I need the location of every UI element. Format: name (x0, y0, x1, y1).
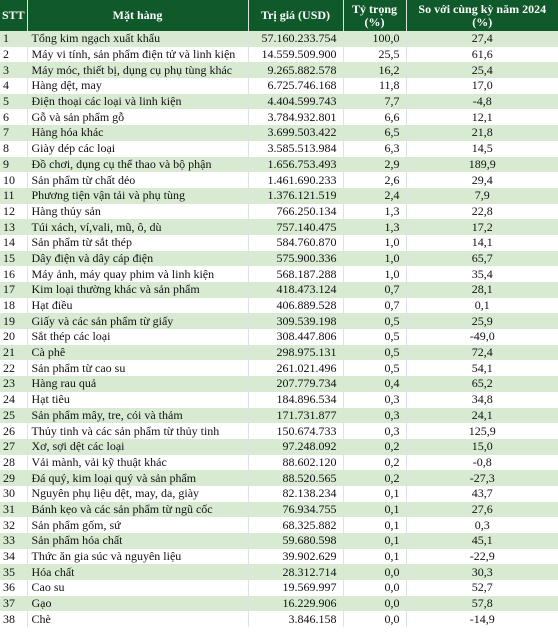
item-value: 97.248.092 (248, 439, 343, 455)
header-stt: STT (0, 0, 27, 31)
item-share: 0,4 (343, 376, 406, 392)
item-name: Túi xách, ví,vali, mũ, ô, dù (27, 219, 248, 235)
item-name: Tổng kim ngạch xuất khẩu (27, 31, 248, 47)
item-share: 2,4 (343, 188, 406, 204)
item-value: 59.680.598 (248, 533, 343, 549)
item-name: Sản phẩm từ sắt thép (27, 235, 248, 251)
table-row (0, 172, 558, 188)
item-value: 207.779.734 (248, 376, 343, 392)
table-row (0, 360, 558, 376)
item-share: 0,0 (343, 580, 406, 596)
table-row (0, 313, 558, 329)
item-name: Phương tiện vận tải và phụ tùng (27, 188, 248, 204)
item-name: Sản phẩm hóa chất (27, 533, 248, 549)
item-yoy: 27,4 (471, 31, 493, 46)
item-name: Đá quý, kim loại quý và sản phẩm (27, 470, 248, 486)
item-name: Hóa chất (27, 564, 248, 580)
table-row (0, 188, 558, 204)
table-row (0, 298, 558, 314)
row-number: 24 (0, 392, 27, 408)
item-value: 766.250.134 (248, 204, 343, 220)
table-row (0, 486, 558, 502)
item-yoy: 45,1 (471, 533, 493, 548)
row-number: 16 (0, 266, 27, 282)
item-yoy: 125,9 (468, 423, 496, 438)
item-share: 7,7 (343, 94, 406, 110)
item-yoy: 12,1 (471, 109, 493, 124)
row-number: 13 (0, 219, 27, 235)
table-row (0, 517, 558, 533)
item-value: 88.520.565 (248, 470, 343, 486)
item-value: 309.539.198 (248, 313, 343, 329)
table-row (0, 47, 558, 63)
item-share: 1,0 (343, 266, 406, 282)
row-number: 2 (0, 47, 27, 63)
row-number: 26 (0, 423, 27, 439)
item-name: Xơ, sợi dệt các loại (27, 439, 248, 455)
item-name: Thức ăn gia súc và nguyên liệu (27, 549, 248, 565)
row-number: 7 (0, 125, 27, 141)
item-name: Máy móc, thiết bị, dụng cụ phụ tùng khác (27, 62, 248, 78)
item-share: 6,3 (343, 141, 406, 157)
item-value: 184.896.534 (248, 392, 343, 408)
item-value: 418.473.124 (248, 282, 343, 298)
item-share: 0,7 (343, 282, 406, 298)
item-yoy: 35,4 (471, 266, 493, 281)
item-share: 1,0 (343, 251, 406, 267)
table-row (0, 329, 558, 345)
item-share: 0,0 (343, 611, 406, 627)
item-name: Sản phẩm từ cao su (27, 360, 248, 376)
table-row (0, 408, 558, 424)
item-share: 0,0 (343, 596, 406, 612)
row-number: 18 (0, 298, 27, 314)
item-yoy: -49,0 (469, 329, 495, 344)
item-share: 100,0 (343, 31, 406, 47)
item-name: Hạt tiêu (27, 392, 248, 408)
item-yoy: -0,8 (472, 454, 492, 469)
item-share: 0,2 (343, 470, 406, 486)
item-value: 261.021.496 (248, 360, 343, 376)
item-value: 298.975.131 (248, 345, 343, 361)
item-yoy: 22,8 (471, 203, 493, 218)
item-name: Vải mành, vải kỹ thuật khác (27, 455, 248, 471)
item-value: 4.404.599.743 (248, 94, 343, 110)
item-yoy: 28,1 (471, 282, 493, 297)
item-value: 3.784.932.801 (248, 109, 343, 125)
item-value: 308.447.806 (248, 329, 343, 345)
item-yoy: 65,7 (471, 250, 493, 265)
item-name: Chè (27, 611, 248, 627)
item-value: 76.934.755 (248, 502, 343, 518)
row-number: 35 (0, 564, 27, 580)
row-number: 27 (0, 439, 27, 455)
row-number: 11 (0, 188, 27, 204)
item-share: 11,8 (343, 78, 406, 94)
item-yoy: 65,2 (471, 376, 493, 391)
item-share: 0,1 (343, 549, 406, 565)
table-row (0, 423, 558, 439)
item-yoy: 25,4 (471, 62, 493, 77)
item-yoy: 25,9 (471, 313, 493, 328)
table-body (0, 31, 558, 627)
item-name: Hàng rau quả (27, 376, 248, 392)
item-name: Kim loại thường khác và sản phẩm (27, 282, 248, 298)
item-share: 0,5 (343, 329, 406, 345)
item-yoy: -4,8 (472, 94, 492, 109)
table-row (0, 219, 558, 235)
item-yoy: 15,0 (471, 439, 493, 454)
item-value: 150.674.733 (248, 423, 343, 439)
row-number: 28 (0, 455, 27, 471)
item-yoy: 189,9 (468, 156, 496, 171)
item-share: 0,3 (343, 392, 406, 408)
item-share: 6,6 (343, 109, 406, 125)
item-share: 0,3 (343, 423, 406, 439)
item-value: 19.569.997 (248, 580, 343, 596)
row-number: 6 (0, 109, 27, 125)
row-number: 36 (0, 580, 27, 596)
item-value: 3.585.513.984 (248, 141, 343, 157)
row-number: 15 (0, 251, 27, 267)
row-number: 1 (0, 31, 27, 47)
item-yoy: 17,2 (471, 219, 493, 234)
item-share: 0,1 (343, 502, 406, 518)
item-share: 6,5 (343, 125, 406, 141)
item-value: 39.902.629 (248, 549, 343, 565)
table-row (0, 62, 558, 78)
item-share: 1,3 (343, 204, 406, 220)
item-yoy: 30,3 (471, 564, 493, 579)
item-yoy: -27,3 (469, 470, 495, 485)
item-name: Máy vi tính, sản phẩm điện tử và linh kiện (27, 47, 248, 63)
table-row (0, 564, 558, 580)
header-share: Tỷ trọng (%) (343, 0, 406, 31)
item-value: 68.325.882 (248, 517, 343, 533)
row-number: 10 (0, 172, 27, 188)
item-share: 0,5 (343, 313, 406, 329)
item-name: Nguyên phụ liệu dệt, may, da, giày (27, 486, 248, 502)
item-name: Đồ chơi, dụng cụ thể thao và bộ phận (27, 157, 248, 173)
item-value: 3.846.158 (248, 611, 343, 627)
item-share: 0,2 (343, 439, 406, 455)
item-share: 1,0 (343, 235, 406, 251)
item-value: 16.229.906 (248, 596, 343, 612)
item-name: Bánh kẹo và các sản phẩm từ ngũ cốc (27, 502, 248, 518)
row-number: 23 (0, 376, 27, 392)
row-number: 17 (0, 282, 27, 298)
item-share: 0,0 (343, 564, 406, 580)
item-yoy: 52,7 (471, 580, 493, 595)
table-row (0, 502, 558, 518)
table-row (0, 345, 558, 361)
row-number: 34 (0, 549, 27, 565)
table-row (0, 235, 558, 251)
table-row (0, 282, 558, 298)
item-yoy: 7,9 (474, 188, 490, 203)
row-number: 32 (0, 517, 27, 533)
item-name: Dây điện và dây cáp điện (27, 251, 248, 267)
item-name: Thủy tinh và các sản phẩm từ thủy tinh (27, 423, 248, 439)
item-yoy: 21,8 (471, 125, 493, 140)
table-row (0, 78, 558, 94)
row-number: 14 (0, 235, 27, 251)
item-share: 0,5 (343, 360, 406, 376)
item-value: 1.461.690.233 (248, 172, 343, 188)
item-share: 2,9 (343, 157, 406, 173)
item-yoy: 27,6 (471, 501, 493, 516)
item-name: Hàng dệt, may (27, 78, 248, 94)
table-row (0, 94, 558, 110)
item-share: 16,2 (343, 62, 406, 78)
row-number: 12 (0, 204, 27, 220)
item-value: 88.602.120 (248, 455, 343, 471)
table-row (0, 31, 558, 47)
table-row (0, 611, 558, 627)
row-number: 31 (0, 502, 27, 518)
table-row (0, 125, 558, 141)
item-name: Giấy và các sản phẩm từ giấy (27, 313, 248, 329)
row-number: 4 (0, 78, 27, 94)
table-row (0, 470, 558, 486)
item-name: Giày dép các loại (27, 141, 248, 157)
item-value: 9.265.882.578 (248, 62, 343, 78)
table-header (0, 0, 558, 31)
table-row (0, 376, 558, 392)
item-yoy: 29,4 (471, 172, 493, 187)
item-share: 0,3 (343, 408, 406, 424)
item-yoy: 34,8 (471, 392, 493, 407)
item-yoy: 14,1 (471, 235, 493, 250)
item-value: 575.900.336 (248, 251, 343, 267)
row-number: 37 (0, 596, 27, 612)
item-share: 0,1 (343, 517, 406, 533)
item-yoy: 61,6 (471, 47, 493, 62)
item-name: Hạt điều (27, 298, 248, 314)
row-number: 3 (0, 62, 27, 78)
item-yoy: 17,0 (471, 78, 493, 93)
item-share: 25,5 (343, 47, 406, 63)
table-row (0, 251, 558, 267)
table-row (0, 204, 558, 220)
row-number: 9 (0, 157, 27, 173)
item-name: Gỗ và sản phẩm gỗ (27, 109, 248, 125)
item-value: 757.140.475 (248, 219, 343, 235)
item-share: 0,1 (343, 486, 406, 502)
header-row (0, 0, 558, 31)
item-yoy: 43,7 (471, 486, 493, 501)
item-name: Cà phê (27, 345, 248, 361)
item-name: Sắt thép các loại (27, 329, 248, 345)
item-name: Sản phẩm gốm, sứ (27, 517, 248, 533)
header-value: Trị giá (USD) (248, 0, 343, 31)
table-row (0, 549, 558, 565)
item-yoy: 57,8 (471, 596, 493, 611)
item-name: Sản phẩm từ chất dẻo (27, 172, 248, 188)
item-name: Hàng thủy sản (27, 204, 248, 220)
item-share: 1,3 (343, 219, 406, 235)
item-share: 0,1 (343, 533, 406, 549)
item-name: Điện thoại các loại và linh kiện (27, 94, 248, 110)
item-yoy: 72,4 (471, 345, 493, 360)
item-value: 1.376.121.519 (248, 188, 343, 204)
table-row (0, 455, 558, 471)
item-yoy: 54,1 (471, 360, 493, 375)
table-row (0, 109, 558, 125)
header-yoy: So với cùng kỳ năm 2024 (%) (418, 1, 547, 29)
table-row (0, 580, 558, 596)
item-value: 14.559.509.900 (248, 47, 343, 63)
table-row (0, 266, 558, 282)
item-value: 1.656.753.493 (248, 157, 343, 173)
item-value: 28.312.714 (248, 564, 343, 580)
row-number: 8 (0, 141, 27, 157)
item-share: 2,6 (343, 172, 406, 188)
table-row (0, 533, 558, 549)
row-number: 38 (0, 611, 27, 627)
table-row (0, 392, 558, 408)
row-number: 22 (0, 360, 27, 376)
item-value: 171.731.877 (248, 408, 343, 424)
item-name: Máy ảnh, máy quay phim và linh kiện (27, 266, 248, 282)
item-share: 0,5 (343, 345, 406, 361)
item-value: 6.725.746.168 (248, 78, 343, 94)
item-value: 568.187.288 (248, 266, 343, 282)
item-yoy: 14,5 (471, 141, 493, 156)
table-row (0, 596, 558, 612)
table-row (0, 157, 558, 173)
item-value: 584.760.870 (248, 235, 343, 251)
row-number: 25 (0, 408, 27, 424)
row-number: 29 (0, 470, 27, 486)
item-yoy: 0,1 (474, 298, 490, 313)
item-value: 82.138.234 (248, 486, 343, 502)
row-number: 5 (0, 94, 27, 110)
table-row (0, 439, 558, 455)
item-name: Hàng hóa khác (27, 125, 248, 141)
item-name: Sản phẩm mây, tre, cói và thảm (27, 408, 248, 424)
row-number: 19 (0, 313, 27, 329)
item-value: 3.699.503.422 (248, 125, 343, 141)
item-share: 0,7 (343, 298, 406, 314)
item-name: Gạo (27, 596, 248, 612)
item-value: 406.889.528 (248, 298, 343, 314)
item-yoy: 0,3 (474, 517, 490, 532)
row-number: 21 (0, 345, 27, 361)
item-yoy: -14,9 (469, 611, 495, 626)
item-value: 57.160.233.754 (248, 31, 343, 47)
item-name: Cao su (27, 580, 248, 596)
row-number: 20 (0, 329, 27, 345)
row-number: 33 (0, 533, 27, 549)
item-share: 0,2 (343, 455, 406, 471)
header-item: Mặt hàng (27, 0, 248, 31)
row-number: 30 (0, 486, 27, 502)
item-yoy: 24,1 (471, 407, 493, 422)
item-yoy: -22,9 (469, 549, 495, 564)
table-row (0, 141, 558, 157)
